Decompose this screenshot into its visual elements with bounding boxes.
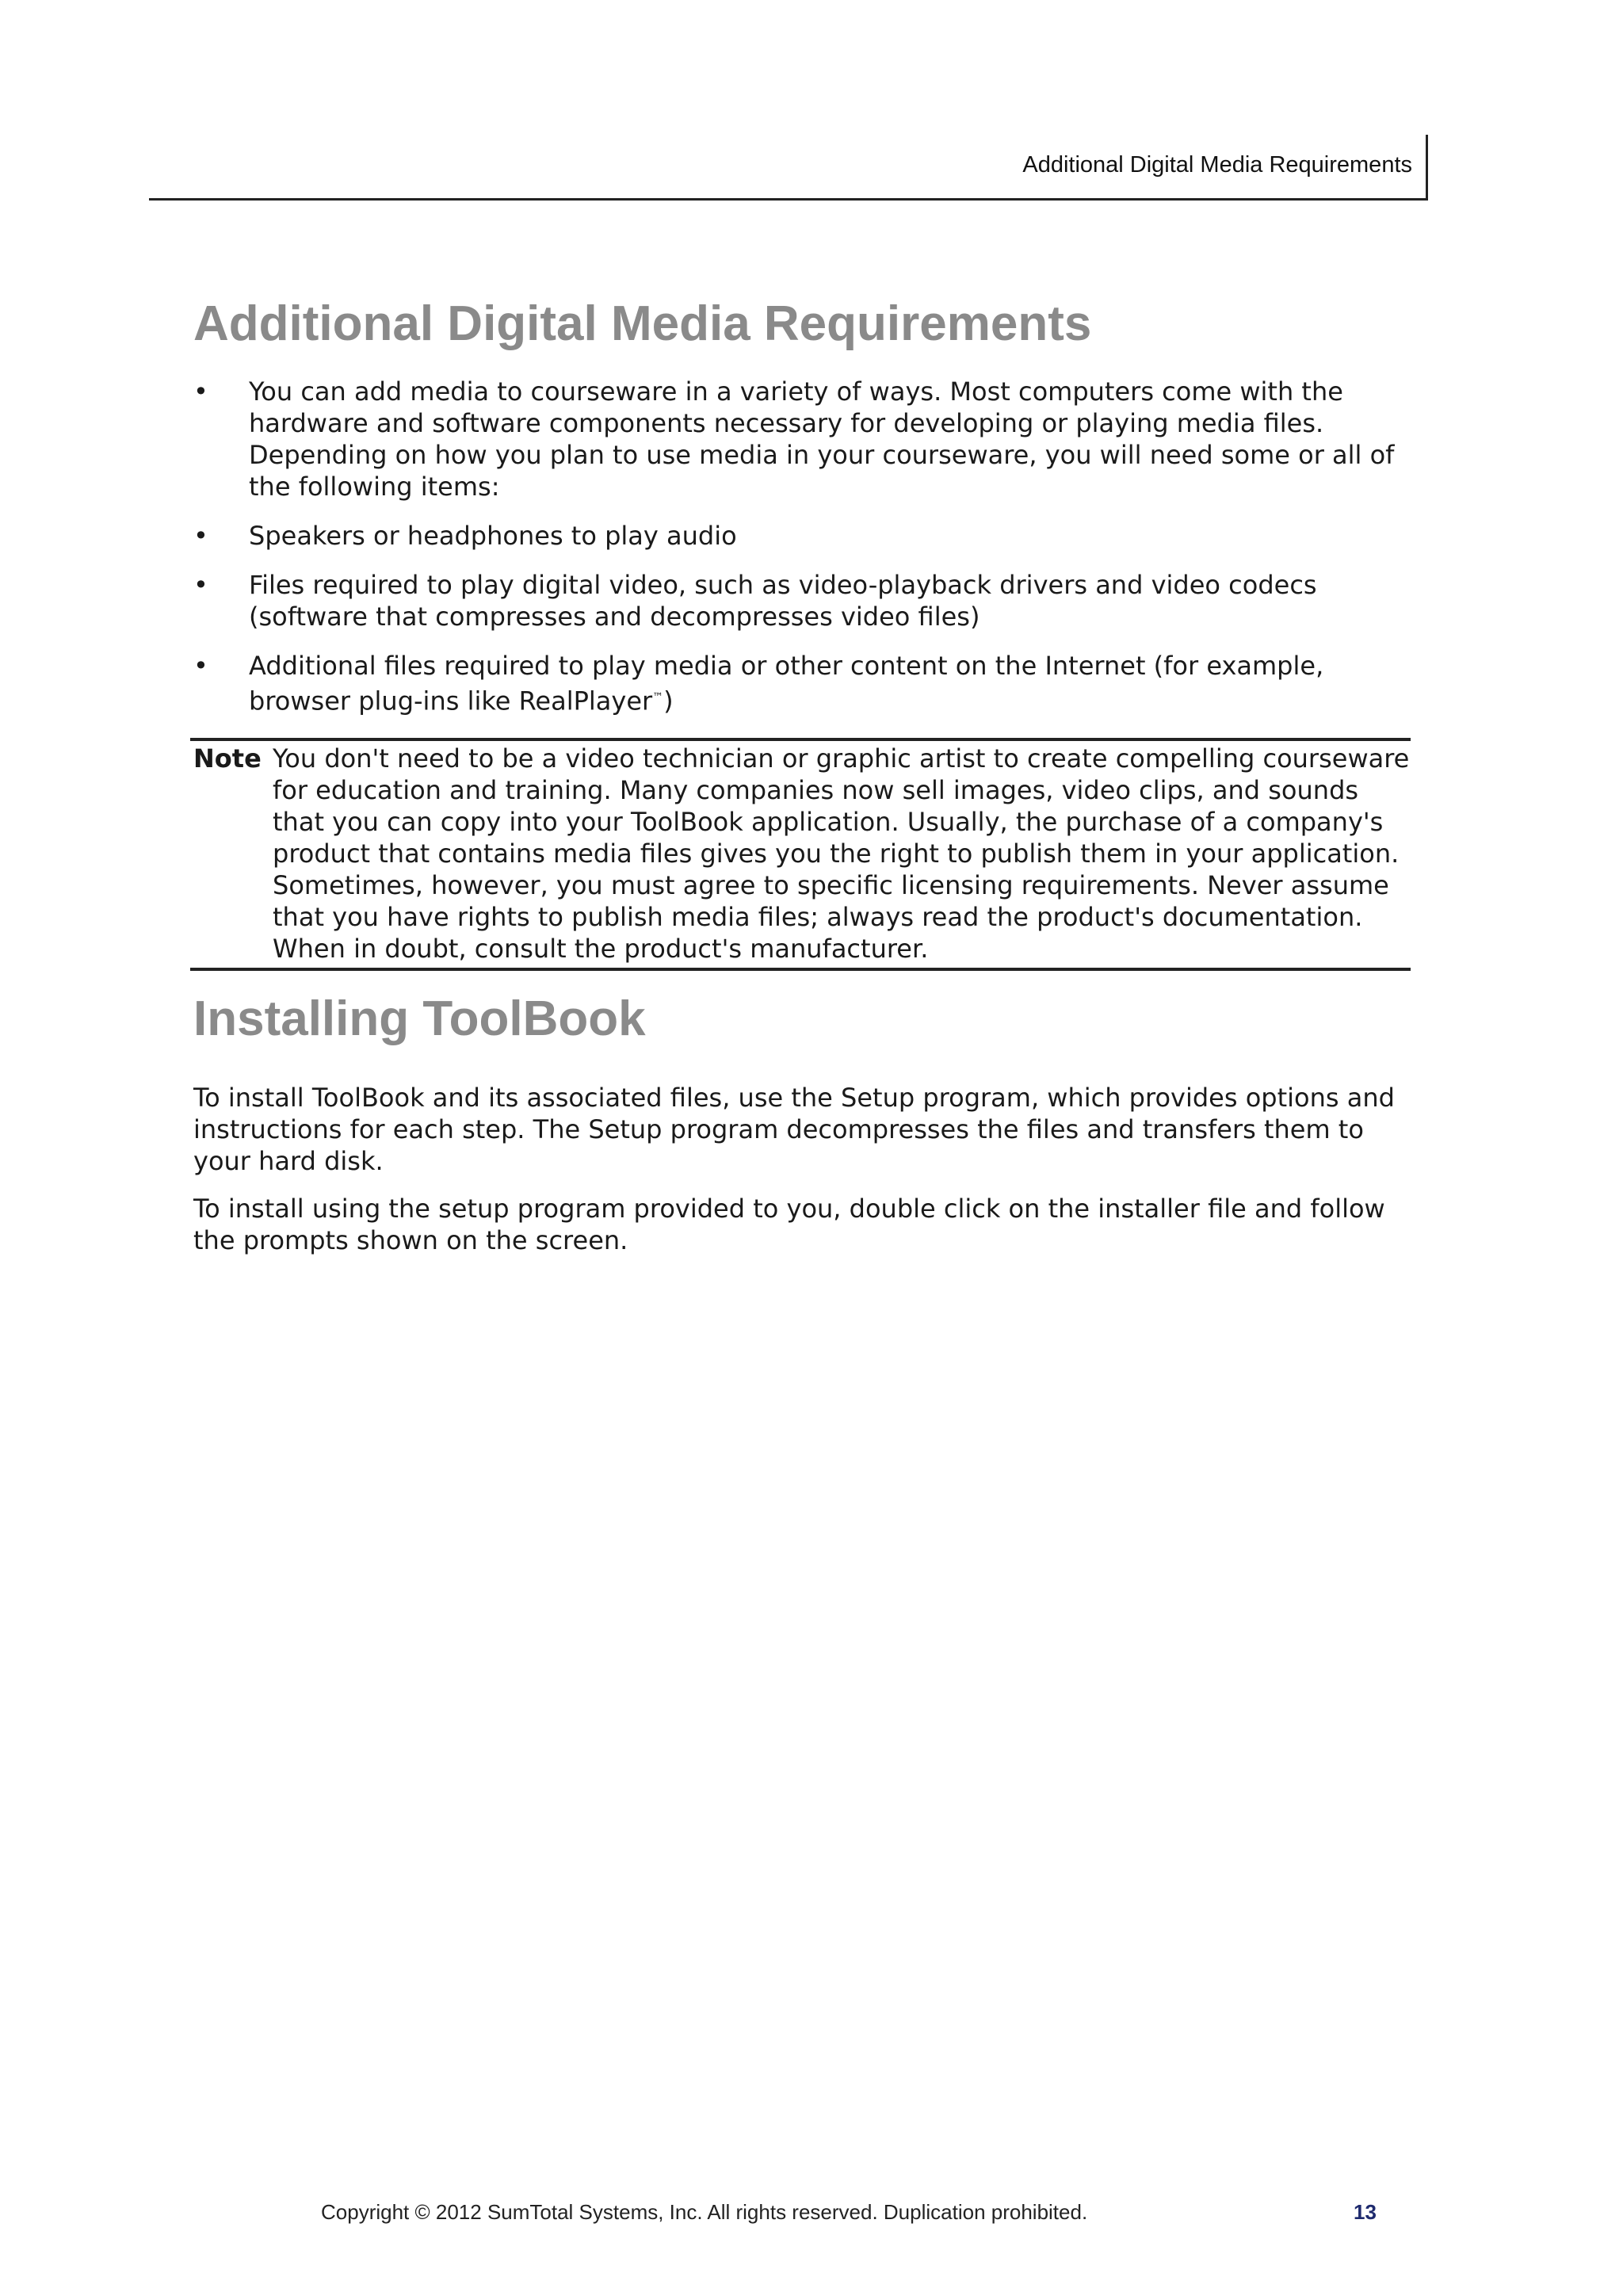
note-label: Note (193, 743, 262, 774)
running-title: Additional Digital Media Requirements (1022, 152, 1412, 178)
page-number: 13 (1354, 2200, 1377, 2224)
list-item (193, 376, 1414, 502)
trademark-symbol: ™ (652, 691, 664, 705)
list-item (193, 520, 1414, 552)
list-item (193, 650, 1414, 717)
media-requirements-list (193, 376, 1414, 717)
bullet-icon: • (193, 521, 208, 552)
bullet-icon: • (193, 570, 208, 601)
list-item-text: Additional files required to play media or other content on the Internet (for example, browser plug-ins like RealPlayer (249, 651, 1324, 717)
header-vertical-rule (1426, 135, 1428, 198)
list-item-text: Speakers or headphones to play audio (249, 521, 737, 552)
section-title-digital-media: Additional Digital Media Requirements (193, 296, 1092, 351)
note-text: You don't need to be a video technician or graphic artist to create compelling courseware for education and training. Many companies now sell images, video clips, and sounds that you can copy into your ToolBook application. Usually, the purchase of a company's product that contains media files gives you the right to publish them in your application. Sometimes, however, you must agree to specific licensing requirements. Never assume that you have rights to publish media files; always read the product's documentation. When in doubt, consult the product's manufacturer. (273, 743, 1410, 965)
section-title-installing: Installing ToolBook (193, 991, 646, 1047)
list-item-text: You can add media to courseware in a variety of ways. Most computers come with the hardware and software components necessary for developing or playing media files. Depending on how you plan to use media in your courseware, you will need some or all of the following items: (249, 376, 1395, 502)
paragraph: To install ToolBook and its associated files, use the Setup program, which provides options and instructions for each step. The Setup program decompresses the files and transfers them to your hard disk. (193, 1083, 1395, 1177)
page-content (193, 295, 1414, 1272)
bullet-icon: • (193, 376, 208, 407)
list-item (193, 569, 1414, 632)
list-item-text: Files required to play digital video, such as video-playback drivers and video codecs (software that compresses and decompresses video files) (249, 570, 1317, 632)
copyright-notice: Copyright © 2012 SumTotal Systems, Inc. All rights reserved. Duplication prohibited. (321, 2200, 1088, 2224)
list-item-close: ) (663, 686, 674, 717)
paragraph: To install using the setup program provided to you, double click on the installer file and follow the prompts shown on the screen. (193, 1194, 1385, 1256)
page-header (149, 135, 1428, 201)
bullet-icon: • (193, 651, 208, 682)
note-box (190, 738, 1411, 971)
